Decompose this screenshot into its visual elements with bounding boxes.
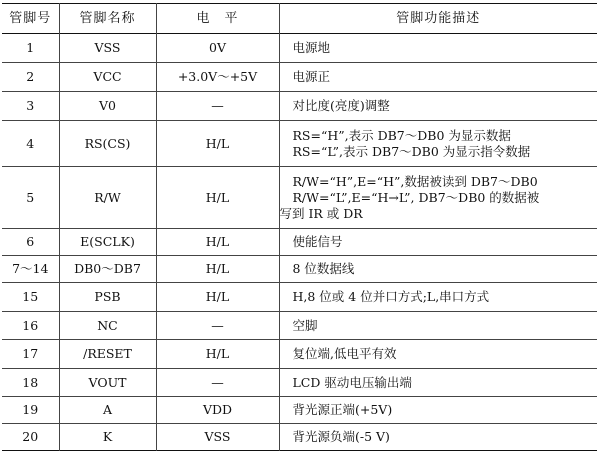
level-cell: H/L	[156, 340, 279, 369]
pin-name-cell: RS(CS)	[59, 121, 156, 167]
header-pin-name: 管脚名称	[59, 4, 156, 34]
table-row	[2, 92, 597, 121]
pin-name-cell: V0	[59, 92, 156, 121]
level-cell: —	[156, 369, 279, 397]
pin-number-cell: 1	[26, 40, 35, 55]
pin-number-cell: 5	[26, 189, 35, 205]
table-row	[2, 312, 597, 340]
description-cell	[279, 63, 597, 92]
level-cell: H/L	[156, 283, 279, 312]
level-cell: +3.0V～+5V	[156, 63, 279, 92]
pin-name-cell: VSS	[59, 34, 156, 63]
description-line: RS=“H”,表示 DB7～DB0 为显示数据	[292, 127, 511, 143]
table-row	[2, 340, 597, 369]
description-line: 8 位数据线	[292, 261, 355, 276]
pin-number-cell: 7～14	[12, 261, 49, 276]
description-line: 使能信号	[292, 234, 343, 249]
pin-name-cell: VCC	[59, 63, 156, 92]
description-line: R/W=“L”,E=“H→L”, DB7～DB0 的数据被	[292, 189, 540, 205]
description-line: 背光源负端(-5 V)	[292, 429, 390, 444]
pin-name-cell: /RESET	[59, 340, 156, 369]
pin-function-table	[2, 3, 597, 451]
table-row	[2, 424, 597, 451]
description-line: 写到 IR 或 DR	[279, 205, 363, 221]
level-cell: H/L	[156, 121, 279, 167]
table-row	[2, 256, 597, 283]
level-cell: VDD	[156, 397, 279, 424]
description-cell	[279, 369, 597, 397]
level-cell: —	[156, 312, 279, 340]
description-cell	[279, 424, 597, 451]
level-cell: H/L	[156, 229, 279, 256]
pin-name-cell: R/W	[59, 167, 156, 229]
description-cell	[279, 397, 597, 424]
description-cell	[279, 34, 597, 63]
description-cell	[279, 167, 597, 229]
pin-number-cell: 16	[22, 317, 39, 333]
level-cell: VSS	[156, 424, 279, 451]
description-line: R/W=“H”,E=“H”,数据被读到 DB7～DB0	[292, 173, 538, 189]
pin-number-cell: 3	[26, 98, 35, 113]
pin-number-cell: 19	[22, 402, 39, 417]
table-row	[2, 369, 597, 397]
table-row	[2, 63, 597, 92]
description-cell	[279, 312, 597, 340]
description-line: RS=“L”,表示 DB7～DB0 为显示指令数据	[292, 143, 531, 159]
pin-name-cell: VOUT	[59, 369, 156, 397]
pin-name-cell: DB0～DB7	[59, 256, 156, 283]
description-cell	[279, 283, 597, 312]
level-cell: H/L	[156, 167, 279, 229]
description-line: 空脚	[292, 317, 318, 333]
pin-number-cell: 18	[22, 374, 39, 390]
pin-name-cell: E(SCLK)	[59, 229, 156, 256]
description-line: 电源正	[292, 69, 331, 84]
description-line: 对比度(亮度)调整	[292, 98, 390, 113]
description-cell	[279, 340, 597, 369]
table-row	[2, 121, 597, 167]
table-row	[2, 397, 597, 424]
table-row	[2, 167, 597, 229]
pin-number-cell: 6	[26, 234, 35, 249]
pin-name-cell: K	[59, 424, 156, 451]
level-cell: 0V	[156, 34, 279, 63]
description-cell	[279, 92, 597, 121]
header-pin-number: 管脚号	[9, 10, 52, 26]
pin-number-cell: 20	[22, 429, 39, 444]
description-line: 电源地	[292, 40, 331, 55]
table-row	[2, 229, 597, 256]
header-description: 管脚功能描述	[279, 4, 597, 34]
pin-table-container	[2, 3, 597, 451]
description-line: LCD 驱动电压输出端	[292, 374, 412, 390]
description-cell	[279, 121, 597, 167]
description-cell	[279, 229, 597, 256]
level-cell: H/L	[156, 256, 279, 283]
description-cell	[279, 256, 597, 283]
pin-number-cell: 17	[22, 346, 39, 361]
header-level: 电 平	[156, 4, 279, 34]
pin-number-cell: 2	[26, 69, 35, 84]
description-line: 复位端,低电平有效	[292, 346, 397, 361]
description-line: 背光源正端(+5V)	[292, 402, 393, 417]
pin-name-cell: A	[59, 397, 156, 424]
level-cell: —	[156, 92, 279, 121]
pin-number-cell: 15	[22, 289, 39, 304]
table-header-row	[2, 4, 597, 34]
pin-name-cell: NC	[59, 312, 156, 340]
table-row	[2, 283, 597, 312]
table-row	[2, 34, 597, 63]
description-line: H,8 位或 4 位并口方式;L,串口方式	[292, 289, 490, 304]
pin-name-cell: PSB	[59, 283, 156, 312]
pin-number-cell: 4	[26, 135, 35, 151]
